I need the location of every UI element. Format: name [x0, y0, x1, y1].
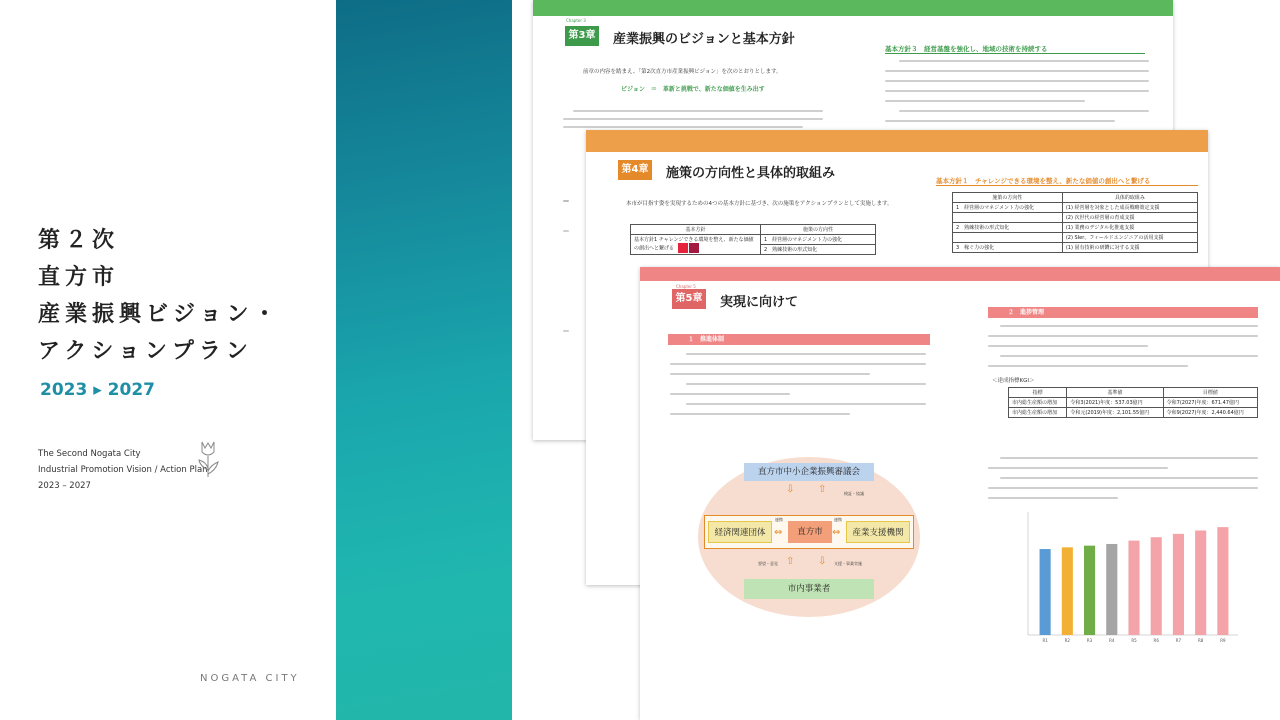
text-line — [885, 80, 1149, 82]
text-line — [563, 330, 569, 332]
cover-title — [38, 222, 281, 370]
en-line: Industrial Promotion Vision / Action Plan — [38, 465, 208, 475]
label-request: 要望・意見 — [758, 561, 778, 566]
chapter-small-label: Chapter 4 — [622, 152, 642, 157]
x-tick-label: R1 — [1042, 638, 1048, 643]
table-cell: 市内総生産額の増加 — [1009, 408, 1067, 418]
page-chapter-5 — [640, 267, 1280, 720]
text-line — [686, 383, 926, 385]
table-cell: 令和9(2027)年度：2,440.64億円 — [1163, 408, 1257, 418]
text-line — [1000, 477, 1258, 479]
vision-statement: ビジョン ＝ 革新と挑戦で、新たな価値を生み出す — [621, 86, 765, 93]
table-cell: 2 熟練技術の形式知化 — [761, 245, 876, 255]
table-cell: (1) 経営層を対象とした成長戦略策定支援 — [1062, 203, 1197, 213]
x-tick-label: R2 — [1064, 638, 1070, 643]
text-line — [1000, 457, 1258, 459]
table-cell: 令和3(2021)年度：537.03億円 — [1067, 398, 1163, 408]
arrow-left-right-icon: ⇔ — [832, 527, 841, 538]
arrow-down-icon: ⇩ — [786, 484, 795, 495]
x-tick-label: R9 — [1220, 638, 1226, 643]
table-cell: (2) 次世代の経営層の育成支援 — [1062, 213, 1197, 223]
chapter-small-label: Chapter 5 — [676, 284, 696, 289]
local-business-box: 市内事業者 — [744, 579, 874, 599]
chapter-4-bar — [586, 130, 1208, 152]
chart-bar — [1128, 541, 1139, 635]
text-line — [988, 335, 1258, 337]
table-header: 基準値 — [1067, 388, 1163, 398]
x-tick-label: R6 — [1153, 638, 1159, 643]
chapter-small-label: Chapter 3 — [566, 18, 586, 23]
label-support: 支援・事業実施 — [834, 561, 862, 566]
text-line — [670, 373, 870, 375]
table-header: 基本方針 — [631, 225, 761, 235]
production-chart — [1008, 507, 1248, 647]
table-cell: 3 稼ぐ力の強化 — [953, 243, 1063, 253]
table-cell: (2) SIer、フィールドエンジニアの活用支援 — [1062, 233, 1197, 243]
section-1-heading: １ 推進体制 — [668, 334, 930, 345]
text-line — [988, 487, 1258, 489]
tulip-icon — [196, 440, 220, 478]
cover-title-line: 第２次 — [38, 228, 120, 253]
table-cell: (1) 固有技術の研鑽に対する支援 — [1062, 243, 1197, 253]
text-line — [988, 345, 1148, 347]
text-line — [563, 118, 823, 120]
chart-bar — [1217, 527, 1228, 635]
label-verify: 検証・協議 — [844, 491, 864, 496]
kpi-heading: ＜達成指標KGI＞ — [992, 378, 1035, 384]
chapter-3-bar — [533, 0, 1173, 16]
table-cell: (1) 業務のデジタル化推進支援 — [1062, 223, 1197, 233]
chart-bar — [1084, 546, 1095, 635]
text-line — [885, 70, 1149, 72]
text-line — [686, 353, 926, 355]
text-line — [988, 365, 1188, 367]
text-line — [670, 363, 926, 365]
arrow-left-right-icon: ⇔ — [774, 527, 783, 538]
x-tick-label: R4 — [1109, 638, 1115, 643]
basic-policy-1-heading: 基本方針１ チャレンジできる環境を整え、新たな価値の創出へと繋げる — [936, 176, 1198, 186]
table-cell: 令和元(2019)年度：2,101.55億円 — [1067, 408, 1163, 418]
text-line — [899, 110, 1149, 112]
text-line — [563, 230, 569, 232]
x-tick-label: R7 — [1175, 638, 1182, 643]
x-tick-label: R8 — [1198, 638, 1204, 643]
text-line — [563, 200, 569, 202]
city-name: NOGATA CITY — [200, 673, 300, 684]
chapter-5-bar — [640, 267, 1280, 281]
chapter-4-title: 施策の方向性と具体的取組み — [666, 166, 836, 181]
measures-table — [952, 192, 1198, 253]
gradient-band — [336, 0, 512, 720]
text-line — [573, 110, 823, 112]
text-line — [885, 100, 1085, 102]
cover-panel — [0, 0, 336, 720]
x-tick-label: R3 — [1086, 638, 1093, 643]
promotion-structure-diagram — [698, 457, 920, 617]
table-header: 具体的取組み — [1062, 193, 1197, 203]
nogata-city-box: 直方市 — [788, 521, 832, 543]
chapter-5-title: 実現に向けて — [720, 295, 799, 310]
cover-english-title — [38, 446, 208, 494]
arrow-down-icon: ⇩ — [818, 556, 827, 567]
chapter-5-badge: 第5章 — [672, 289, 706, 309]
chart-x-labels — [1042, 638, 1226, 643]
en-line: 2023 – 2027 — [38, 481, 91, 491]
cover-title-line: 産業振興ビジョン・ — [38, 302, 281, 327]
arrow-up-icon: ⇧ — [818, 484, 827, 495]
text-line — [1000, 355, 1258, 357]
policy-cell — [631, 235, 761, 255]
text-line — [686, 403, 926, 405]
table-header: 目標値 — [1163, 388, 1257, 398]
chapter-3-badge: 第3章 — [565, 26, 599, 46]
support-org-box: 産業支援機関 — [846, 521, 910, 543]
table-cell — [953, 233, 1063, 243]
table-cell: 市内総生産額の増加 — [1009, 398, 1067, 408]
text-line — [885, 120, 1115, 122]
policy-1-text: 基本方針1 チャレンジできる環境を整え、新たな価値の創出へと繋げる — [634, 237, 754, 252]
chart-bars — [1040, 527, 1229, 635]
x-tick-label: R5 — [1131, 638, 1137, 643]
section-2-heading: ２ 進捗管理 — [988, 307, 1258, 318]
cover-years: 2023 ▸ 2027 — [40, 380, 155, 400]
text-line — [1000, 325, 1258, 327]
chart-bar — [1040, 549, 1051, 635]
text-line — [885, 90, 1149, 92]
chart-bar — [1062, 547, 1073, 635]
chart-bar — [1151, 537, 1162, 635]
council-box: 直方市中小企業振興審議会 — [744, 463, 874, 481]
chapter-4-badge: 第4章 — [618, 160, 652, 180]
basic-policy-3-heading: 基本方針３ 経営基盤を強化し、地域の技術を持続する — [885, 44, 1145, 54]
table-cell: 2 熟練技術の形式知化 — [953, 223, 1063, 233]
chart-bar — [1106, 544, 1117, 635]
label-link: 連携 — [834, 517, 842, 522]
text-line — [988, 497, 1118, 499]
sdg-icon — [678, 243, 688, 253]
table-cell: 令和7(2027)年度：671.47億円 — [1163, 398, 1257, 408]
sdg-icon — [689, 243, 699, 253]
text-line — [899, 60, 1149, 62]
table-header: 施策の方向性 — [953, 193, 1063, 203]
table-cell: 1 経営層のマネジメント力の強化 — [761, 235, 876, 245]
table-cell: 1 経営層のマネジメント力の強化 — [953, 203, 1063, 213]
chart-bar — [1195, 530, 1206, 635]
text-line — [563, 126, 803, 128]
table-header: 指標 — [1009, 388, 1067, 398]
en-line: The Second Nogata City — [38, 449, 141, 459]
chart-bar — [1173, 534, 1184, 635]
chapter-3-title: 産業振興のビジョンと基本方針 — [613, 32, 795, 47]
cover-title-line: 直方市 — [38, 265, 120, 290]
label-link: 連携 — [775, 517, 783, 522]
cover-title-line: アクションプラン — [38, 339, 253, 364]
text-line — [670, 413, 850, 415]
chapter-3-intro: 前章の内容を踏まえ、「第2次直方市産業振興ビジョン」を次のとおりとします。 — [583, 69, 782, 75]
economic-groups-box: 経済関連団体 — [708, 521, 772, 543]
text-line — [988, 467, 1168, 469]
kpi-table — [1008, 387, 1258, 418]
text-line — [670, 393, 790, 395]
arrow-up-icon: ⇧ — [786, 556, 795, 567]
table-header: 施策の方向性 — [761, 225, 876, 235]
policy-table — [630, 224, 876, 255]
chapter-4-intro: 本市が目指す姿を実現するための4つの基本方針に基づき、次の施策をアクションプランとして実施します。 — [626, 201, 893, 207]
table-cell — [953, 213, 1063, 223]
